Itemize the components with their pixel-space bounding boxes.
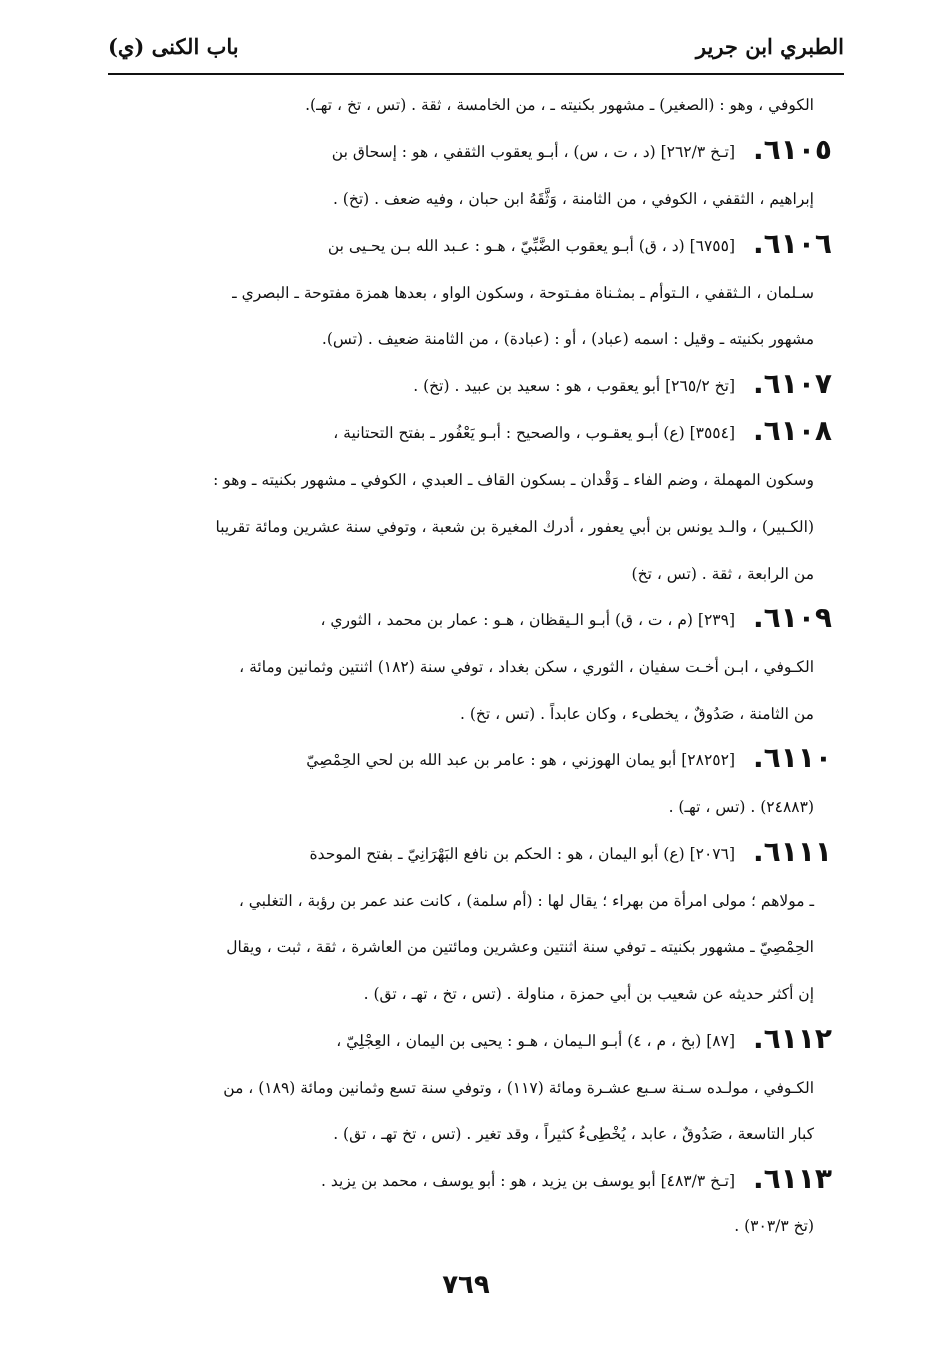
text-line: (تخ ٣٠٣/٣) . bbox=[734, 1217, 814, 1235]
entry-6110-line: ٦١١٠.[٢٨٢٥٢] أبو يمان الهوزني ، هو : عامر بن عبد الله بن لحي الحِمْصِيّ bbox=[306, 743, 832, 773]
entry-number: ٦١٠٧. bbox=[753, 369, 832, 399]
header-divider bbox=[108, 73, 844, 75]
entry-number: ٦١١٣. bbox=[753, 1164, 832, 1194]
entry-6109-line: ٦١٠٩.[٢٣٩] (م ، ت ، ق) أبـو الـيقظان ، هـو : عمار بن محمد ، الثوري ، bbox=[320, 603, 832, 633]
entry-number: ٦١١٢. bbox=[753, 1024, 832, 1054]
text-line: مشهور بكنيته ـ وقيل : اسمه (عباد) ، أو : (عبادة) ، من الثامنة ضعيف . (تس). bbox=[321, 330, 814, 348]
entry-6112-line: ٦١١٢.[٨٧] (بخ ، م ، ٤) أبـو الـيمان ، هـو : يحيى بن اليمان ، العِجْلِيّ ، bbox=[336, 1024, 832, 1054]
entry-6105-line: ٦١٠٥.[تـخ ٢٦٢/٣] (د ، ت ، س) ، أبـو يعقوب الثقفي ، هو : إسحاق بن bbox=[331, 135, 832, 165]
entry-number: ٦١٠٨. bbox=[753, 416, 832, 446]
text-line: من الرابعة ، ثقة . (تس ، تخ) bbox=[631, 565, 814, 583]
text-line: (٢٤٨٨٣) . (تس ، تهـ) . bbox=[668, 798, 814, 816]
running-header bbox=[108, 30, 844, 70]
text-line: كبار التاسعة ، صَدُوقٌ ، عابد ، يُخْطِىءُ كثيراً ، وقد تغير . (تس ، تخ تهـ ، تق) . bbox=[333, 1125, 814, 1143]
text-line: (الكـبير) ، والـد يونس بن أبي يعفور ، أدرك المغيرة بن شعبة ، وتوفي سنة عشرين ومائة تقريبا bbox=[215, 518, 814, 536]
text-line: إبراهيم ، الثقفي ، الكوفي ، من الثامنة ، وَثَّقَهُ ابن حبان ، وفيه ضعف . (تخ) . bbox=[332, 190, 814, 208]
header-chapter-title: باب الكنى (ي) bbox=[108, 34, 239, 59]
entry-6106-line: ٦١٠٦.[٦٧٥٥] (د ، ق) أبـو يعقوب الضَّبِّيّ ، هـو : عـبد الله بـن يحـيى بن bbox=[327, 229, 832, 259]
text-line: الكوفي ، وهو : (الصغير) ـ مشهور بكنيته ـ ، من الخامسة ، ثقة . (تس ، تخ ، تهـ). bbox=[305, 96, 814, 114]
entry-number: ٦١٠٩. bbox=[753, 603, 832, 633]
entry-number: ٦١٠٦. bbox=[753, 229, 832, 259]
entry-number: ٦١١١. bbox=[753, 837, 832, 867]
entry-6107-line: ٦١٠٧.[تخ ٢٦٥/٢] أبو يعقوب ، هو : سعيد بن عبيد . (تخ) . bbox=[413, 369, 832, 399]
text-line: الكـوفي ، ابـن أخـت سفيان ، الثوري ، سكن بغداد ، توفي سنة (١٨٢) اثنتين وثمانين ومائة ، bbox=[239, 658, 814, 676]
text-line: وسكون المهملة ، وضم الفاء ـ وَقْدان ـ بسكون القاف ـ العبدي ، الكوفي ـ مشهور بكنيته ـ وهو : bbox=[213, 471, 814, 489]
header-book-title: الطبري ابن جرير bbox=[695, 34, 844, 59]
text-line: الكـوفي ، مولـده سـنة سـبع عشـرة ومائة (١١٧) ، وتوفي سنة تسع وثمانين ومائة (١٨٩) ، من bbox=[223, 1079, 814, 1097]
entry-6113-line: ٦١١٣.[تـخ ٤٨٣/٣] أبو يوسف بن يزيد ، هو : أبو يوسف ، محمد بن يزيد . bbox=[321, 1164, 832, 1194]
entry-number: ٦١٠٥. bbox=[753, 135, 832, 165]
text-line: ـ مولاهم ؛ مولى امرأة من بهراء ؛ يقال لها : (أم سلمة) ، كانت عند عمر بن رؤبة ، التغلبي ، bbox=[238, 892, 814, 910]
page-number: ٧٦٩ bbox=[442, 1270, 490, 1300]
text-line: سـلمان ، الـثقفي ، الـتوأم ـ بمثـناة مفـتوحة ، وسكون الواو ، بعدها همزة مفتوحة ـ البصري ـ bbox=[232, 284, 814, 302]
text-line: من الثامنة ، صَدُوقٌ ، يخطىء ، وكان عابداً . (تس ، تخ) . bbox=[460, 705, 814, 723]
text-line: الحِمْصِيّ ـ مشهور بكنيته ـ توفي سنة اثنتين وعشرين ومائتين من العاشرة ، ثقة ، ثبت ، ويقال bbox=[226, 938, 814, 956]
entry-number: ٦١١٠. bbox=[753, 743, 832, 773]
text-line: إن أكثر حديثه عن شعيب بن أبي حمزة ، مناولة . (تس ، تخ ، تهـ ، تق) . bbox=[363, 985, 814, 1003]
entry-6111-line: ٦١١١.[٢٠٧٦] (ع) أبو اليمان ، هو : الحكم بن نافع البَهْرَانِيّ ـ بفتح الموحدة bbox=[309, 837, 832, 867]
entry-6108-line: ٦١٠٨.[٣٥٥٤] (ع) أبـو يعقـوب ، والصحيح : أبـو يَعْفُور ـ بفتح التحتانية ، bbox=[333, 416, 832, 446]
